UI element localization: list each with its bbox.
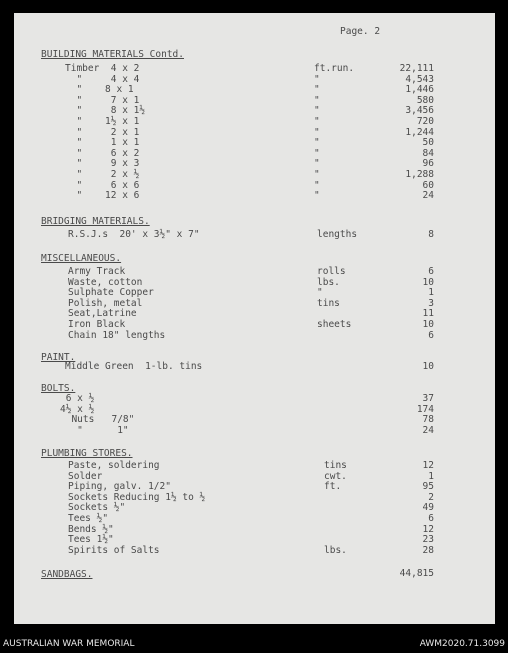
line-item-unit: " (314, 116, 320, 127)
line-item-quantity: 22,111 (399, 63, 434, 74)
line-item-quantity: 11 (422, 308, 434, 320)
line-item-quantity: 12 (422, 523, 434, 535)
line-item-unit: ft. (324, 481, 342, 493)
line-item-name: " 2 x ½ (65, 169, 140, 180)
line-item-unit: tins (324, 460, 347, 471)
line-item-unit: " (314, 190, 320, 202)
line-item-name: Waste, cotton (68, 276, 143, 288)
line-item-name: Sockets ½" (68, 502, 126, 514)
line-item-quantity: 6 (428, 329, 434, 341)
line-item-name: Tees 1½" (68, 534, 114, 546)
line-item-name: " 1" (60, 424, 129, 436)
line-item-quantity: 96 (422, 158, 434, 170)
line-item-unit: tins (317, 297, 340, 309)
sandbags-quantity: 44,815 (399, 568, 434, 579)
line-item-quantity: 23 (422, 534, 434, 546)
section-heading-building: BUILDING MATERIALS Contd. (41, 49, 184, 60)
line-item-unit: " (314, 137, 320, 149)
line-item-quantity: 37 (422, 393, 434, 404)
line-item-quantity: 10 (422, 361, 434, 372)
footer-accession-number: AWM2020.71.3099 (419, 639, 505, 649)
line-item-quantity: 8 (428, 229, 434, 240)
line-item-unit: cwt. (324, 470, 347, 482)
line-item-unit: " (314, 84, 320, 96)
line-item-quantity: 6 (428, 513, 434, 524)
line-item-name: Chain 18" lengths (68, 329, 166, 341)
line-item-quantity: 174 (416, 403, 434, 415)
line-item-name: " 4 x 4 (65, 73, 140, 85)
line-item-quantity: 10 (422, 276, 434, 288)
line-item-quantity: 1,244 (405, 126, 434, 138)
line-item-unit: lbs. (324, 544, 347, 556)
line-item-name: Polish, metal (68, 297, 143, 309)
section-heading-paint: PAINT. (41, 352, 76, 363)
line-item-quantity: 84 (422, 147, 434, 159)
line-item-name: Spirits of Salts (68, 544, 160, 556)
line-item-name: " 7 x 1 (65, 94, 140, 106)
line-item-name: R.S.J.s 20' x 3½" x 7" (68, 229, 200, 240)
line-item-quantity: 60 (422, 179, 434, 191)
document-page (14, 13, 495, 624)
line-item-unit: " (314, 169, 320, 180)
line-item-name: 4½ x ½ (60, 403, 95, 415)
line-item-unit: " (314, 94, 320, 106)
line-item-name: " 1 x 1 (65, 137, 140, 149)
section-heading-misc: MISCELLANEOUS. (41, 253, 122, 264)
line-item-unit: " (314, 179, 320, 191)
line-item-quantity: 12 (422, 460, 434, 471)
line-item-name: " 6 x 2 (65, 147, 140, 159)
line-item-unit: ft.run. (314, 63, 355, 74)
line-item-quantity: 28 (422, 544, 434, 556)
line-item-name: " 8 x 1 (65, 84, 134, 96)
line-item-unit: sheets (317, 319, 352, 330)
line-item-quantity: 1 (428, 470, 434, 482)
line-item-name: Tees ½" (68, 513, 109, 524)
line-item-quantity: 4,543 (405, 73, 434, 85)
line-item-quantity: 720 (416, 116, 434, 127)
footer-archive-name: AUSTRALIAN WAR MEMORIAL (3, 639, 135, 649)
line-item-unit: " (314, 147, 320, 159)
line-item-quantity: 2 (428, 491, 434, 503)
line-item-quantity: 1,446 (405, 84, 434, 96)
line-item-name: Timber 4 x 2 (65, 63, 140, 74)
line-item-quantity: 95 (422, 481, 434, 493)
line-item-quantity: 3,456 (405, 105, 434, 117)
line-item-name: Iron Black (68, 319, 126, 330)
line-item-name: Paste, soldering (68, 460, 160, 471)
line-item-unit: " (317, 287, 323, 299)
line-item-unit: " (314, 73, 320, 85)
line-item-name: " 9 x 3 (65, 158, 140, 170)
line-item-unit: " (314, 158, 320, 170)
line-item-name: Middle Green 1-lb. tins (65, 361, 203, 372)
line-item-quantity: 6 (428, 266, 434, 277)
line-item-name: 6 x ½ (60, 393, 95, 404)
line-item-name: " 8 x 1½ (65, 105, 146, 117)
line-item-name: " 12 x 6 (65, 190, 140, 202)
line-item-unit: " (314, 105, 320, 117)
line-item-unit: lbs. (317, 276, 340, 288)
line-item-quantity: 580 (416, 94, 434, 106)
line-item-name: Sockets Reducing 1½ to ½ (68, 491, 206, 503)
line-item-name: Nuts 7/8" (60, 414, 135, 426)
page-number: Page. 2 (340, 26, 381, 37)
line-item-unit: lengths (317, 229, 358, 240)
line-item-quantity: 24 (422, 190, 434, 202)
section-heading-bridging: BRIDGING MATERIALS. (41, 216, 150, 227)
line-item-name: Army Track (68, 266, 126, 277)
line-item-quantity: 24 (422, 424, 434, 436)
line-item-quantity: 1,288 (405, 169, 434, 180)
line-item-name: Bends ½" (68, 523, 114, 535)
section-heading-plumbing: PLUMBING STORES. (41, 448, 133, 459)
line-item-unit: rolls (317, 266, 346, 277)
line-item-quantity: 50 (422, 137, 434, 149)
line-item-name: " 2 x 1 (65, 126, 140, 138)
section-heading-bolts: BOLTS. (41, 383, 76, 394)
line-item-name: " 6 x 6 (65, 179, 140, 191)
line-item-unit: " (314, 126, 320, 138)
line-item-name: Solder (68, 470, 103, 482)
line-item-quantity: 49 (422, 502, 434, 514)
line-item-quantity: 3 (428, 297, 434, 309)
line-item-name: Seat,Latrine (68, 308, 137, 320)
line-item-name: Sulphate Copper (68, 287, 154, 299)
line-item-quantity: 78 (422, 414, 434, 426)
section-heading-sandbags: SANDBAGS. (41, 569, 93, 580)
line-item-quantity: 10 (422, 319, 434, 330)
line-item-name: " 1½ x 1 (65, 116, 140, 127)
line-item-name: Piping, galv. 1/2" (68, 481, 171, 493)
line-item-quantity: 1 (428, 287, 434, 299)
